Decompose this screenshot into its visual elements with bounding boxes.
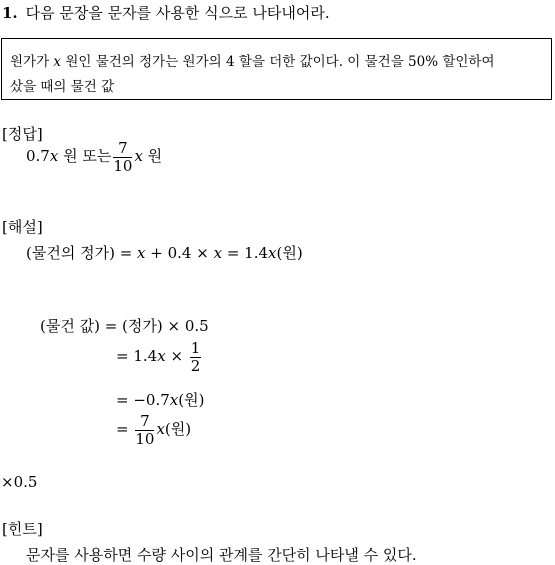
problem-line-1: 원가가 x 원인 물건의 정가는 원가의 4 할을 더한 값이다. 이 물건을 50% 할인하여 — [10, 54, 495, 70]
stray-expression: ×0.5 — [1, 473, 38, 491]
answer-heading: [정답] — [2, 125, 43, 143]
hint-heading: [힌트] — [2, 520, 43, 538]
problem-line-2: 샀을 때의 물건 값 — [10, 79, 115, 95]
hint-text: 문자를 사용하면 수량 사이의 관계를 간단히 나타낼 수 있다. — [26, 546, 417, 564]
explanation-eq3: = 1.4x × $\frac{1}{2}$ — [116, 339, 201, 375]
answer-expression: 0.7x 원 또는 $\frac{7}{10}$ x 원 — [26, 139, 163, 175]
problem-box — [1, 38, 552, 100]
question-number: 1. — [2, 4, 18, 22]
answer-fraction: $\frac{7}{10}$ — [113, 139, 133, 175]
half-fraction: $\frac{1}{2}$ — [190, 339, 201, 375]
seven-tenths-fraction: $\frac{7}{10}$ — [135, 412, 155, 448]
explanation-eq5: = $\frac{7}{10}$ x(원) — [116, 412, 192, 448]
question — [2, 2, 330, 23]
explanation-eq4: = −0.7x(원) — [116, 391, 205, 409]
explanation-eq1: (물건의 정가) = x + 0.4 × x = 1.4x(원) — [26, 244, 303, 262]
variable-x: x — [53, 54, 62, 70]
explanation-eq2: (물건 값) = (정가) × 0.5 — [40, 317, 209, 335]
question-text: 다음 문장을 문자를 사용한 식으로 나타내어라. — [25, 4, 330, 22]
explanation-heading: [해설] — [2, 218, 43, 236]
